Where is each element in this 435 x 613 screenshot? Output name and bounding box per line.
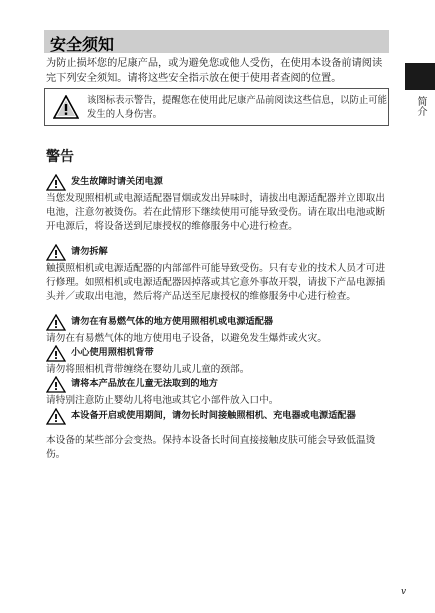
warning-item-body: 请勿将照相机背带缠绕在婴幼儿或儿童的颈部。 [46,364,250,375]
warning-item-heading: 本设备开启或使用期间，请勿长时间接触照相机、充电器或电源适配器 [71,410,356,421]
intro-paragraph: 为防止损坏您的尼康产品，或为避免您或他人受伤，在使用本设备前请阅读完下列安全须知。请将这些安全指示放在便于使用者查阅的位置。 [46,58,383,84]
warning-item [46,314,391,346]
warning-item-body: 本设备的某些部分会变热。保持本设备长时间直接接触皮肤可能会导致低温烫伤。 [46,435,376,461]
warning-item [46,174,391,235]
warning-triangle-icon [46,376,66,393]
warning-triangle-icon [46,345,66,362]
warning-item-body: 当您发现照相机或电源适配器冒烟或发出异味时，请拔出电源适配器并立即取出电池，注意勿被烫伤。若在此情形下继续使用可能导致受伤。请在取出电池或断开电源后，将设备送到尼康授权的维修服务中心进行检查。 [46,193,386,233]
section-tab-marker [405,63,435,90]
warning-item-heading: 请勿拆解 [71,246,108,257]
warning-item [46,244,391,305]
warning-triangle-icon [46,408,66,425]
page-title: 安全须知 [50,35,115,54]
warning-item-body: 触摸照相机或电源适配器的内部部件可能导致受伤。只有专业的技术人员才可进行修理。如照相机或电源适配器因掉落或其它意外事故开裂，请拔下产品电源插头并／或取出电池，然后将产品送至尼康授权的维修服务中心进行检查。 [46,263,386,303]
warning-item-body: 请特别注意防止婴幼儿将电池或其它小部件放入口中。 [46,395,279,406]
warning-item [46,345,391,377]
warning-heading: 警告 [46,149,74,165]
warning-item-heading: 请勿在有易燃气体的地方使用照相机或电源适配器 [71,316,274,327]
title-bar [44,30,389,53]
warning-item-body: 请勿在有易燃气体的地方使用电子设备，以避免发生爆炸或火灾。 [46,333,327,344]
section-tab-label: 简介 [415,96,426,116]
warning-triangle-icon [46,244,66,261]
warning-item-heading: 请将本产品放在儿童无法取到的地方 [71,378,218,389]
warning-item-heading: 小心使用照相机背带 [71,347,154,358]
warning-item-heading: 发生故障时请关闭电源 [71,176,163,187]
warning-item [46,376,391,408]
warning-item [46,408,391,462]
warning-triangle-icon [46,174,66,191]
page-number: v [401,587,407,597]
warning-triangle-icon [53,95,79,119]
notice-box [44,88,389,126]
notice-text: 该图标表示警告，提醒您在使用此尼康产品前阅读这些信息，以防止可能发生的人身伤害。 [87,95,388,120]
warning-triangle-icon [46,314,66,331]
